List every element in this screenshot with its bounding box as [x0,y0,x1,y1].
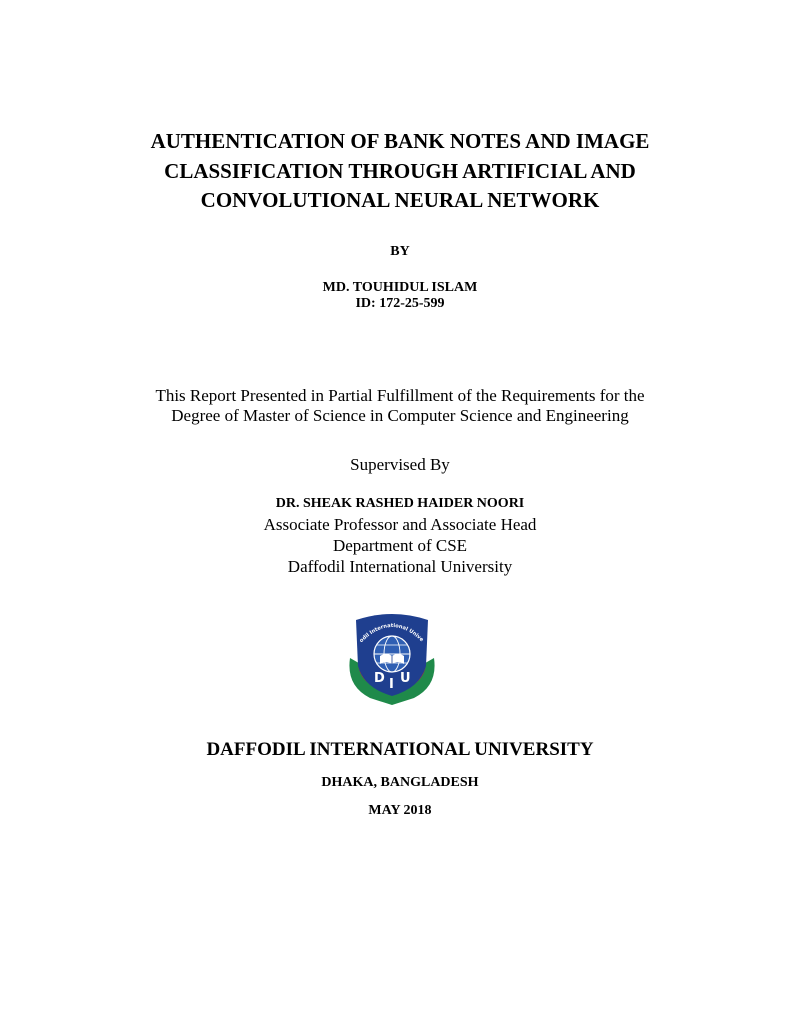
logo-arc-text: odil International Unive [358,622,425,645]
supervisor-name: DR. SHEAK RASHED HAIDER NOORI [275,496,525,511]
university-name: DAFFODIL INTERNATIONAL UNIVERSITY [206,739,594,760]
logo-letter-d: D [374,671,385,686]
by-label: BY [390,244,410,259]
university-logo [340,606,444,706]
thesis-title-line-2: CLASSIFICATION THROUGH ARTIFICIAL AND [164,159,636,183]
logo-letter-u: U [400,671,411,686]
supervised-by-label: Supervised By [350,455,450,474]
report-date: MAY 2018 [368,803,432,818]
author-name: MD. TOUHIDUL ISLAM [322,280,478,295]
author-id: ID: 172-25-599 [355,296,445,311]
report-statement-line-2: Degree of Master of Science in Computer Science and Engineering [171,406,629,425]
thesis-title-line-3: CONVOLUTIONAL NEURAL NETWORK [200,188,600,212]
supervisor-department: Department of CSE [332,536,468,555]
supervisor-position: Associate Professor and Associate Head [263,515,537,534]
report-statement-line-1: This Report Presented in Partial Fulfillment of the Requirements for the [155,386,645,405]
supervisor-institution: Daffodil International University [287,557,513,576]
university-location: DHAKA, BANGLADESH [321,775,479,790]
logo-letter-i: I [389,677,394,692]
thesis-title-line-1: AUTHENTICATION OF BANK NOTES AND IMAGE [150,129,650,153]
